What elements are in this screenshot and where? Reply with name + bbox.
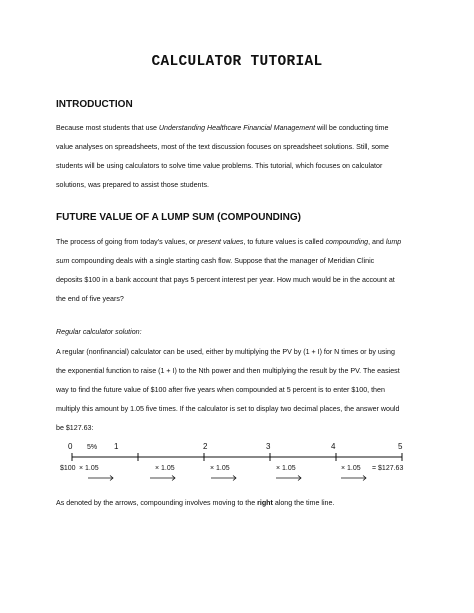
multiplier-label: × 1.05 bbox=[210, 465, 230, 472]
multiplier-label: × 1.05 bbox=[341, 465, 361, 472]
paragraph-line: multiply this amount by 1.05 five times. If the calculator is set to display two decimal places, the answer would bbox=[56, 405, 400, 413]
paragraph-line: the end of five years? bbox=[56, 295, 124, 303]
multiplier-label: × 1.05 bbox=[79, 465, 99, 472]
paragraph-line: As denoted by the arrows, compounding involves moving to the right along the time line. bbox=[56, 499, 335, 507]
fv-section-heading: FUTURE VALUE OF A LUMP SUM (COMPOUNDING) bbox=[56, 212, 301, 223]
period-label-5: 5 bbox=[398, 442, 403, 451]
page-title: CALCULATOR TUTORIAL bbox=[151, 54, 323, 70]
paragraph-line: solutions, was prepared to assist those students. bbox=[56, 181, 209, 189]
compounding-arrow bbox=[150, 476, 175, 481]
result-value: = $127.63 bbox=[372, 465, 404, 472]
period-label-2: 2 bbox=[203, 442, 208, 451]
paragraph-line: Because most students that use Understanding Healthcare Financial Management will be conducting time bbox=[56, 124, 389, 132]
multiplier-label: × 1.05 bbox=[276, 465, 296, 472]
start-value: $100 bbox=[60, 465, 76, 472]
paragraph-line: The process of going from today's values, or present values, to future values is called compounding, and lump bbox=[56, 238, 402, 246]
interest-rate-label: 5% bbox=[87, 444, 98, 451]
period-label-1: 1 bbox=[114, 442, 119, 451]
paragraph-line: be $127.63: bbox=[56, 424, 94, 432]
paragraph-line: students will be using calculators to solve time value problems. This tutorial, which focuses on calculator bbox=[56, 162, 383, 170]
compounding-arrow bbox=[341, 476, 366, 481]
paragraph-line: way to find the future value of $100 after five years when compounded at 5 percent is to enter $100, then bbox=[56, 386, 385, 394]
introduction-heading: INTRODUCTION bbox=[56, 99, 133, 110]
compounding-arrow bbox=[88, 476, 113, 481]
paragraph-line: the exponential function to raise (1 + I) to the Nth power and then multiplying the result by the PV. The easiest bbox=[56, 367, 400, 375]
period-label-0: 0 bbox=[68, 442, 73, 451]
regular-solution-label: Regular calculator solution: bbox=[56, 328, 142, 336]
compounding-arrow bbox=[276, 476, 301, 481]
period-label-4: 4 bbox=[331, 442, 336, 451]
compounding-arrow bbox=[211, 476, 236, 481]
paragraph-line: deposits $100 in a bank account that pays 5 percent interest per year. How much would be in the account at bbox=[56, 276, 395, 284]
period-label-3: 3 bbox=[266, 442, 271, 451]
multiplier-label: × 1.05 bbox=[155, 465, 175, 472]
closing-paragraph bbox=[56, 494, 428, 513]
paragraph-line: value analyses on spreadsheets, most of the text discussion focuses on spreadsheet solutions. Still, some bbox=[56, 143, 389, 151]
paragraph-line: A regular (nonfinancial) calculator can be used, either by multiplying the PV by (1 + I) for N times or by using bbox=[56, 348, 395, 356]
paragraph-line: sum compounding deals with a single starting cash flow. Suppose that the manager of Meridian Clinic bbox=[56, 257, 375, 265]
